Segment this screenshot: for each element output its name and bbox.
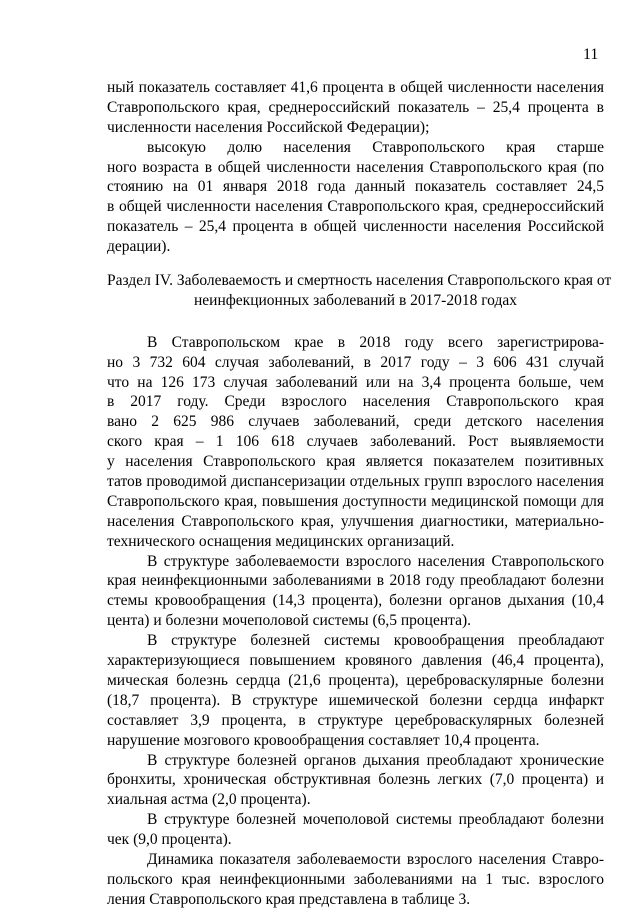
text-line: польского края неинфекционными заболеваниями на 1 тыс. взрослого — [107, 870, 604, 888]
text-line: высокую долю населения Ставропольского края старше — [147, 138, 604, 156]
text-line: ный показатель составляет 41,6 процента в общей численности населения — [107, 79, 604, 96]
paragraph-3 — [107, 631, 604, 750]
body-text — [107, 78, 612, 910]
text-line: в общей численности населения Ставропольского края, среднероссийский — [107, 198, 604, 216]
text-line: хиальная астма (2,0 процента). — [107, 791, 311, 809]
text-line: Ставропольского края, повышения доступности медицинской помощи для — [107, 492, 604, 510]
text-line: ного возраста в общей численности населения Ставропольского края (по — [107, 158, 604, 176]
section-title — [107, 271, 612, 311]
text-line: показатель – 25,4 процента в общей численности населения Российской — [107, 218, 604, 236]
section-title-line: неинфекционных заболеваний в 2017-2018 годах — [193, 291, 517, 309]
text-line: Ставропольского края, среднероссийский показатель – 25,4 процента в — [107, 98, 604, 116]
page-number: 11 — [583, 46, 599, 63]
text-line: Динамика показателя заболеваемости взрослого населения Ставро- — [147, 850, 604, 868]
text-line: вано 2 625 986 случаев заболеваний, среди детского населения — [107, 413, 604, 431]
paragraph-2 — [107, 552, 604, 632]
text-line: В структуре болезней органов дыхания преобладают хронические — [147, 751, 604, 769]
text-line: В Ставропольском крае в 2018 году всего зарегистрирова- — [147, 333, 604, 351]
text-line: чек (9,0 процента). — [107, 831, 232, 849]
text-line: стемы кровообращения (14,3 процента), болезни органов дыхания (10,4 — [107, 592, 604, 610]
intro-paragraph — [107, 78, 604, 138]
text-line: цента) и болезни мочеполовой системы (6,5 процента). — [107, 612, 471, 630]
text-line: бронхиты, хроническая обструктивная болезнь легких (7,0 процента) и — [107, 771, 604, 789]
section-title-line: Раздел IV. Заболеваемость и смертность населения Ставропольского края от — [107, 272, 612, 290]
text-line: В структуре заболеваемости взрослого населения Ставропольского — [147, 552, 604, 570]
bullet-paragraph — [107, 138, 604, 257]
text-line: что на 126 173 случая заболеваний или на 3,4 процента больше, чем — [107, 373, 604, 391]
text-line: нарушение мозгового кровообращения составляет 10,4 процента. — [107, 731, 540, 749]
text-line: численности населения Российской Федерации); — [107, 118, 430, 136]
paragraph-1 — [107, 333, 604, 552]
text-line: ления Ставропольского края представлена в таблице 3. — [107, 890, 471, 908]
text-line: населения Ставропольского края, улучшения диагностики, материально- — [107, 512, 604, 530]
paragraph-6 — [107, 850, 604, 910]
text-line: татов проводимой диспансеризации отдельных групп взрослого населения — [107, 473, 604, 491]
text-line: характеризующиеся повышением кровяного давления (46,4 процента), — [107, 652, 604, 670]
text-line: но 3 732 604 случая заболеваний, в 2017 году – 3 606 431 случай — [107, 353, 604, 371]
text-line: В структуре болезней системы кровообращения преобладают — [147, 632, 604, 650]
text-line: стоянию на 01 января 2018 года данный показатель составляет 24,5 — [107, 178, 604, 196]
text-line: края неинфекционными заболеваниями в 2018 году преобладают болезни — [107, 572, 604, 590]
paragraph-4 — [107, 751, 604, 811]
text-line: мическая болезнь сердца (21,6 процента), цереброваскулярные болезни — [107, 671, 604, 689]
text-line: в 2017 году. Среди взрослого населения Ставропольского края — [107, 393, 604, 411]
text-line: (18,7 процента). В структуре ишемической болезни сердца инфаркт — [107, 691, 604, 709]
text-line: ского края – 1 106 618 случаев заболеваний. Рост выявляемости — [107, 433, 604, 451]
text-line: В структуре болезней мочеполовой системы преобладают болезни — [147, 811, 604, 829]
text-line: у населения Ставропольского края является показателем позитивных — [107, 453, 604, 471]
text-line: дерации). — [107, 238, 171, 256]
paragraph-5 — [107, 810, 604, 850]
text-line: составляет 3,9 процента, в структуре цереброваскулярных болезней — [107, 711, 604, 729]
text-line: технического оснащения медицинских организаций. — [107, 532, 455, 550]
